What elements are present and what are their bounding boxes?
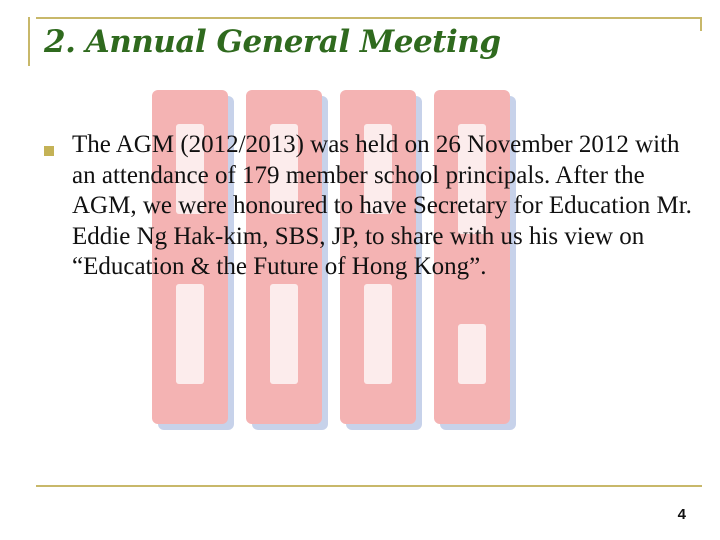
- page-number: 4: [677, 506, 686, 523]
- slide-title: 2. Annual General Meeting: [44, 24, 501, 60]
- bullet-text: The AGM (2012/2013) was held on 26 November 2012 with an attendance of 179 member school principals. After the AGM, we were honoured to have Secretary for Education Mr. Eddie Ng Hak-kim, SBS, JP, to share with us his view on “Education & the Future of Hong Kong”.: [72, 131, 692, 280]
- title-frame-left-line: [28, 17, 30, 66]
- title-frame-top-line: [36, 17, 702, 19]
- footer-line: [36, 485, 702, 487]
- bullet-marker: [44, 146, 54, 156]
- title-frame-right-line: [700, 17, 702, 31]
